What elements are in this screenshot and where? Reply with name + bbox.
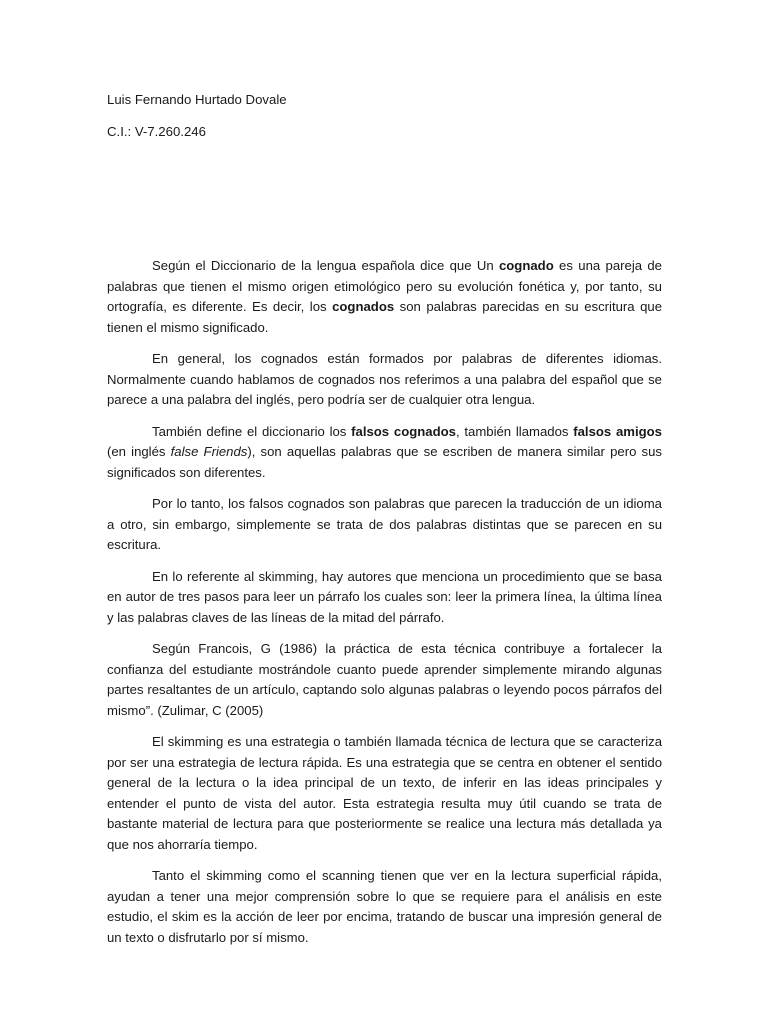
paragraph-skimming-procedure — [107, 567, 662, 629]
paragraph-falsos-cognados-conclusion — [107, 494, 662, 556]
author-name: Luis Fernando Hurtado Dovale — [107, 92, 287, 107]
italic-term: false Friends — [170, 444, 248, 459]
text-run: En general, los cognados están formados por palabras de diferentes idiomas. Normalmente cuando hablamos de cognados nos referimos a una palabra del español que se parece a una palabra del inglés, pero podría ser de cualquier otra lengua. — [107, 351, 662, 407]
text-run: , también llamados — [455, 423, 574, 439]
text-run: son palabras parecidas en su escritura que tienen el mismo significado. — [107, 299, 663, 335]
text-run: (en inglés — [107, 444, 171, 459]
document-body — [107, 256, 662, 959]
bold-term: cognado — [498, 258, 554, 273]
paragraph-francois-citation — [107, 639, 662, 721]
paragraph-skimming-definition — [107, 732, 662, 855]
bold-term: falsos cognados — [351, 423, 456, 439]
text-run: También define el diccionario los — [152, 423, 352, 439]
paragraph-cognados-definition — [107, 256, 662, 338]
text-run: ), son aquellas palabras que se escriben de manera similar pero sus significados son diferentes. — [107, 444, 662, 480]
bold-term: falsos amigos — [573, 423, 662, 439]
paragraph-skimming-scanning — [107, 866, 662, 948]
paragraph-falsos-cognados — [107, 422, 662, 484]
text-run: Por lo tanto, los falsos cognados son palabras que parecen la traducción de un idioma a otro, sin embargo, simplemente se trata de dos palabras distintas que se parecen en su escritura. — [107, 496, 662, 552]
text-run: es una pareja de palabras que tienen el mismo origen etimológico pero su evolución fonética y, por tanto, su ortografía, es diferente. Es decir, los — [107, 258, 662, 314]
text-run: Según el Diccionario de la lengua española dice que Un — [152, 258, 499, 273]
id-number: C.I.: V-7.260.246 — [107, 124, 206, 139]
text-run: El skimming es una estrategia o también llamada técnica de lectura que se caracteriza por ser una estrategia de lectura rápida. Es una estrategia que se centra en obtener el sentido general de la lectura o la idea principal de un texto, de inferir en las ideas principales y entender el punto de vista del autor. Esta estrategia resulta muy útil cuando se trata de bastante material de lectura para que posteriormente se realice una lectura más detallada ya que nos ahorraría tiempo. — [107, 734, 662, 852]
text-run: Tanto el skimming como el scanning tienen que ver en la lectura superficial rápida, ayudan a tener una mejor comprensión sobre lo que se requiere para el análisis en este estudio, el skim es la acción de leer por encima, tratando de buscar una impresión general de un texto o disfrutarlo por sí mismo. — [107, 868, 662, 945]
text-run: Según Francois, G (1986) la práctica de esta técnica contribuye a fortalecer la confianza del estudiante mostrándole cuanto puede aprender simplemente mirando algunas partes resaltantes de un artículo, captando solo algunas palabras o leyendo pocos párrafos del mismo”. (Zulimar, C (2005) — [107, 641, 662, 718]
paragraph-cognados-general — [107, 349, 662, 411]
text-run: En lo referente al skimming, hay autores que menciona un procedimiento que se basa en autor de tres pasos para leer un párrafo los cuales son: leer la primera línea, la última línea y las palabras claves de las líneas de la mitad del párrafo. — [107, 568, 662, 625]
bold-term: cognados — [332, 299, 395, 314]
